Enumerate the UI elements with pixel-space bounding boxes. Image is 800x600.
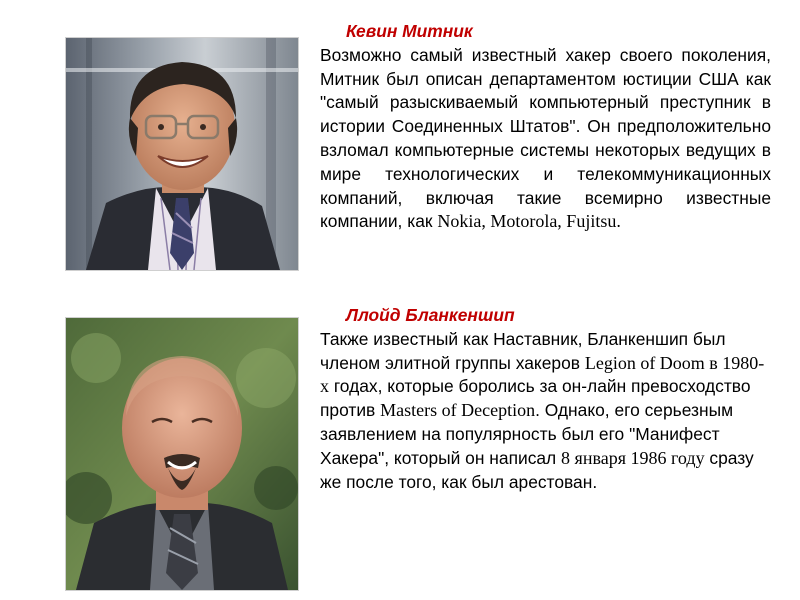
blankenship-text-4: сразу же после того, как был арестован. — [320, 447, 754, 492]
mitnick-companies: Nokia, Motorola, Fujitsu. — [437, 211, 621, 232]
blankenship-name: Ллойд Бланкеншип — [346, 305, 515, 325]
blankenship-bio — [320, 304, 771, 494]
mitnick-bio — [320, 20, 771, 234]
mitnick-name: Кевин Митник — [346, 21, 473, 41]
mitnick-text: Возможно самый известный хакер своего поколения, Митник был описан департаментом юстиции США как "самый разыскиваемый компьютерный преступник в истории Соединенных Штатов". Он предположительно взломал компьютерные системы некоторых ведущих в мире технологических и телекоммуникационных компаний, включая такие всемирно известные компании, как — [320, 44, 771, 232]
legion-of-doom: Legion of Doom в 1980-х — [320, 352, 765, 397]
mitnick-description — [320, 44, 771, 234]
blankenship-description — [320, 328, 771, 495]
blankenship-text-3: . Однако, его серьезным заявлением на популярность был его "Манифест Хакера", который он написал — [320, 400, 734, 468]
blankenship-text-2: годах, которые боролись за он-лайн превосходство против — [320, 376, 751, 421]
lloyd-blankenship-photo — [66, 318, 298, 590]
manifesto-date: 8 января 1986 году — [561, 447, 705, 468]
kevin-mitnick-photo — [66, 38, 298, 270]
masters-of-deception: Masters of Deception — [380, 400, 536, 421]
blankenship-text-1: Также известный как Наставник, Бланкеншип был членом элитной группы хакеров — [320, 328, 726, 373]
